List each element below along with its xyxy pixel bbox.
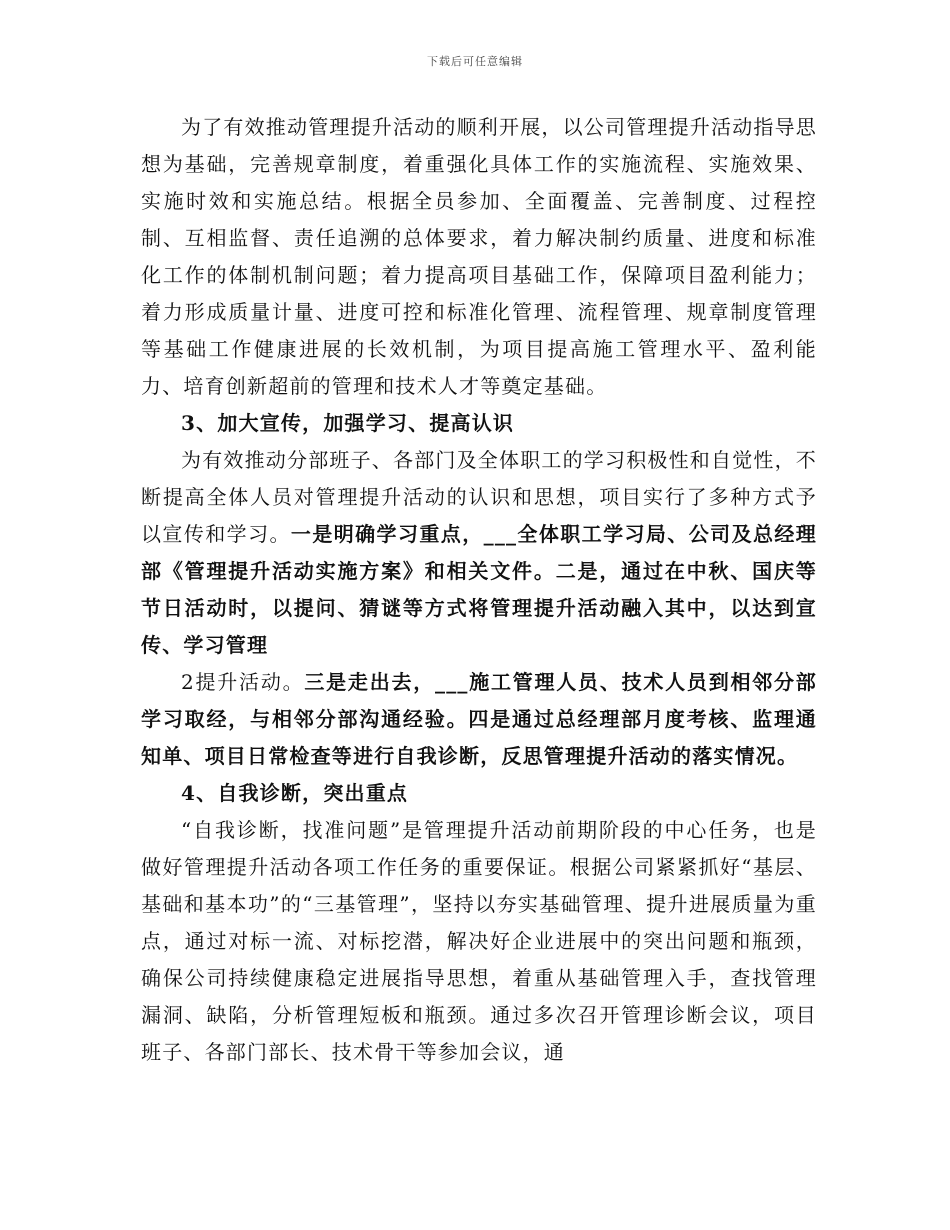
- section-heading-3: 3、加大宣传，加强学习、提高认识: [181, 411, 515, 435]
- paragraph-activities-emphasis: 三是走出去，___施工管理人员、技术人员到相邻分部学习取经，与相邻分部沟通经验。四是通过总经理部月度考核、监理通知单、项目日常检查等进行自我诊断，反思管理提升活动的落实情况。: [141, 670, 817, 768]
- section-heading-4: 4、自我诊断，突出重点: [181, 781, 409, 805]
- paragraph-publicity-emphasis: 一是明确学习重点，___全体职工学习局、公司及总经理部《管理提升活动实施方案》和相关文件。二是，通过在中秋、国庆等节日活动时，以提问、猜谜等方式将管理提升活动融入其中，以达到宣传、学习管理: [141, 522, 818, 657]
- page-header-note: 下载后可任意编辑: [427, 55, 523, 68]
- paragraph-activities-text: 2提升活动。: [181, 670, 305, 694]
- paragraph-intro: 为了有效推动管理提升活动的顺利开展，以公司管理提升活动指导思想为基础，完善规章制度，着重强化具体工作的实施流程、实施效果、实施时效和实施总结。根据全员参加、全面覆盖、完善制度、过程控制、互相监督、责任追溯的总体要求，着力解决制约质量、进度和标准化工作的体制机制问题；着力提高项目基础工作，保障项目盈利能力；着力形成质量计量、进度可控和标准化管理、流程管理、规章制度管理等基础工作健康进展的长效机制，为项目提高施工管理水平、盈利能力、培育创新超前的管理和技术人才等奠定基础。: [141, 115, 817, 398]
- paragraph-activities: [141, 664, 817, 775]
- paragraph-self-diagnosis: “自我诊断，找准问题”是管理提升活动前期阶段的中心任务，也是做好管理提升活动各项工作任务的重要保证。根据公司紧紧抓好“基层、基础和基本功”的“三基管理”，坚持以夯实基础管理、提升进展质量为重点，通过对标一流、对标挖潜，解决好企业进展中的突出问题和瓶颈，确保公司持续健康稳定进展指导思想，着重从基础管理入手，查找管理漏洞、缺陷，分析管理短板和瓶颈。通过多次召开管理诊断会议，项目班子、各部门部长、技术骨干等参加会议，通: [141, 818, 817, 1064]
- document-body: [141, 109, 817, 1071]
- paragraph-publicity: [141, 442, 817, 664]
- paragraph-publicity-text: 为有效推动分部班子、各部门及全体职工的学习积极性和自觉性，不断提高全体人员对管理提升活动的认识和思想，项目实行了多种方式予以宣传和学习。: [141, 448, 817, 546]
